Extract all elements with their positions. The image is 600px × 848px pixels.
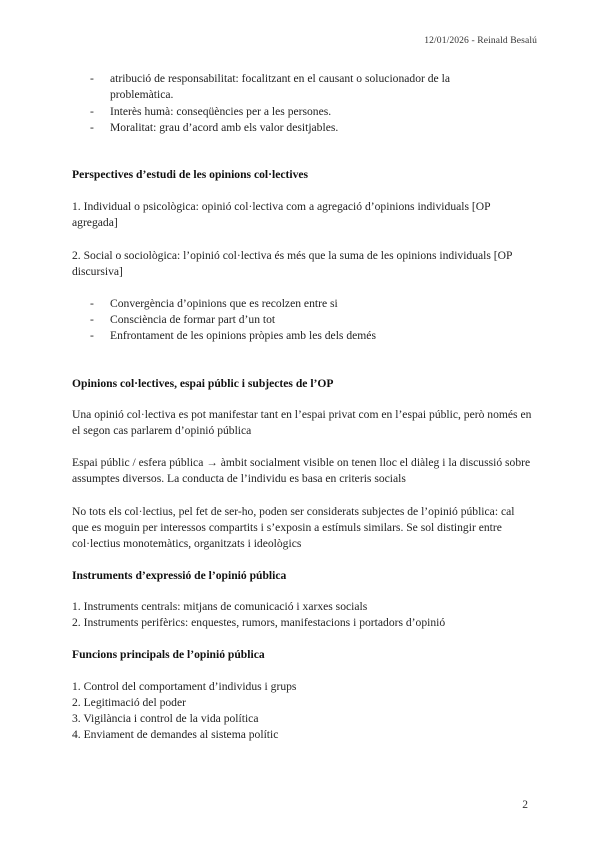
list-item-text: atribució de responsabilitat: focalitzant en el causant o solucionador de la problemàtica.	[110, 72, 450, 101]
bullet-dash: -	[90, 329, 94, 342]
bullet-dash: -	[90, 105, 94, 118]
list-item-text: Consciència de formar part d’un tot	[110, 313, 276, 326]
list-item: 1. Instruments centrals: mitjans de comunicació i xarxes socials	[72, 600, 368, 613]
section-heading-perspectives: Perspectives d’estudi de les opinions col·lectives	[72, 168, 309, 181]
section-heading-functions: Funcions principals de l’opinió pública	[72, 648, 265, 661]
list-item-text: Convergència d’opinions que es recolzen entre si	[110, 297, 338, 310]
list-item-text: Moralitat: grau d’acord amb els valor desitjables.	[110, 121, 339, 134]
list-item	[90, 104, 510, 120]
paragraph: Espai públic / esfera pública → àmbit socialment visible on tenen lloc el diàleg i la discussió sobre assumptes diversos. La conducta de l’individu es basa en criteris socials	[72, 456, 531, 485]
paragraph: 1. Individual o psicològica: opinió col·lectiva com a agregació d’opinions individuals [OP agregada]	[72, 200, 491, 229]
list-item	[90, 328, 510, 344]
paragraph: No tots els col·lectius, pel fet de ser-ho, poden ser considerats subjectes de l’opinió pública: cal que es moguin per interessos compartits i s’exposin a estímuls similars. Se sol distingir entre col·lectius monotemàtics, organitzats i ideològics	[72, 505, 515, 550]
paragraph: 2. Social o sociològica: l’opinió col·lectiva és més que la suma de les opinions individuals [OP discursiva]	[72, 249, 513, 278]
page-header: 12/01/2026 - Reinald Besalú	[424, 35, 537, 46]
section-heading-instruments: Instruments d’expressió de l’opinió pública	[72, 569, 287, 582]
list-item: 2. Legitimació del poder	[72, 696, 186, 709]
paragraph: Una opinió col·lectiva es pot manifestar tant en l’espai privat com en l’espai públic, però només en el segon cas parlarem d’opinió pública	[72, 408, 532, 437]
bullet-dash: -	[90, 72, 94, 85]
list-item	[90, 120, 510, 136]
bullet-dash: -	[90, 297, 94, 310]
page-number: 2	[522, 799, 528, 811]
list-item-text: Interès humà: conseqüències per a les persones.	[110, 105, 332, 118]
list-item: 1. Control del comportament d’individus i grups	[72, 680, 297, 693]
list-item	[90, 296, 510, 312]
list-item: 3. Vigilància i control de la vida política	[72, 712, 259, 725]
section-heading-public-space: Opinions col·lectives, espai públic i subjectes de l’OP	[72, 377, 334, 390]
list-item: 2. Instruments perifèrics: enquestes, rumors, manifestacions i portadors d’opinió	[72, 616, 446, 629]
list-item: 4. Enviament de demandes al sistema polític	[72, 728, 279, 741]
bullet-dash: -	[90, 121, 94, 134]
list-item	[90, 312, 510, 328]
bullet-dash: -	[90, 313, 94, 326]
list-item-text: Enfrontament de les opinions pròpies amb les dels demés	[110, 329, 376, 342]
list-item	[90, 71, 510, 103]
